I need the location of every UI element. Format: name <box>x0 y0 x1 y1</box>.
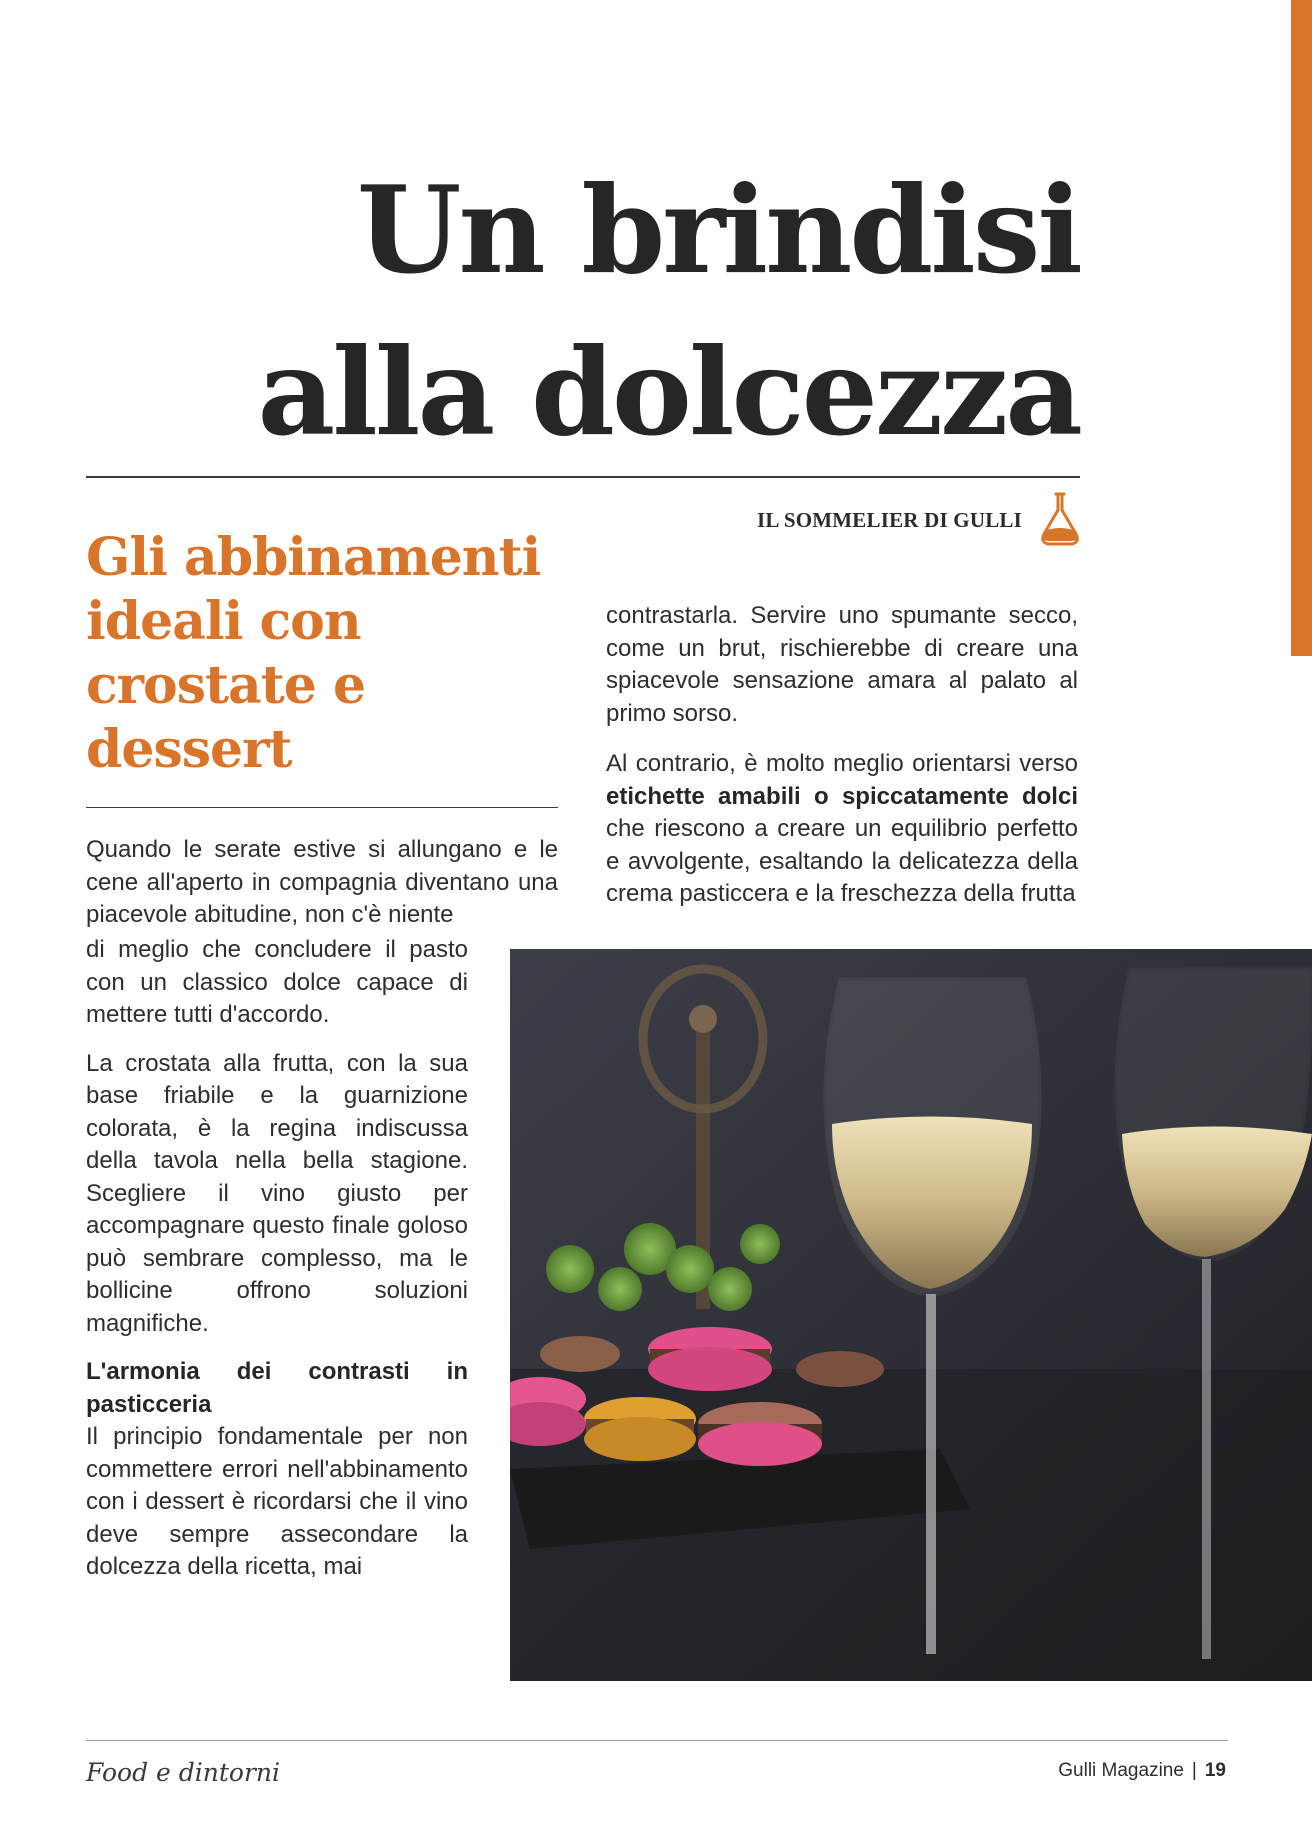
article-title <box>258 150 1080 474</box>
subtitle-divider <box>86 807 558 808</box>
intro-text <box>86 834 558 932</box>
crostata-paragraph: La crostata alla frutta, con la sua base friabile e la guarnizione colorata, è la regina indiscussa della tavola nella bella stagione. Scegliere il vino giusto per accompagnare questo finale goloso può sembrare complesso, ma le bollicine offrono soluzioni magnifiche. <box>86 1049 468 1337</box>
footer-pagination <box>1058 1760 1226 1782</box>
title-line-1: Un brindisi <box>356 160 1080 301</box>
accent-side-bar <box>1291 0 1312 656</box>
wine-decanter-icon <box>1036 490 1084 550</box>
footer-magazine: Gulli Magazine <box>1058 1760 1184 1781</box>
left-column <box>86 936 468 1584</box>
sparkling-wine-macarons-photo <box>510 949 1312 1681</box>
contrast-paragraph: contrastarla. Servire uno spumante secco, come un brut, rischierebbe di creare una spiacevole sensazione amara al palato al primo sorso. <box>606 602 1078 727</box>
title-divider <box>86 476 1080 478</box>
principle-paragraph: Il principio fondamentale per non commettere errori nell'abbinamento con i dessert è ricordarsi che il vino deve sempre assecondare la dolcezza della ricetta, mai <box>86 1423 468 1580</box>
column-kicker: IL SOMMELIER DI GULLI <box>756 508 1022 532</box>
footer-divider <box>86 1740 1228 1741</box>
advice-text-end: che riescono a creare un equilibrio perfetto e avvolgente, esaltando la delicatezza della crema pasticcera e la freschezza della frutta <box>606 815 1078 907</box>
section-heading: L'armonia dei contrasti in pasticceria <box>86 1358 468 1418</box>
right-column <box>606 600 1078 911</box>
article-subtitle: Gli abbinamenti ideali con crostate e dessert <box>86 527 541 780</box>
intro-paragraph: Quando le serate estive si allungano e le cene all'aperto in compagnia diventano una piacevole abitudine, non c'è niente <box>86 836 558 928</box>
title-line-2: alla dolcezza <box>257 322 1080 463</box>
footer-separator: | <box>1191 1760 1197 1781</box>
footer-section: Food e dintorni <box>86 1758 281 1787</box>
advice-text-start: Al contrario, è molto meglio orientarsi verso <box>606 750 1078 777</box>
advice-paragraph <box>606 748 1078 911</box>
intro-paragraph-continued: di meglio che concludere il pasto con un classico dolce capace di mettere tutti d'accordo. <box>86 936 468 1028</box>
page-number: 19 <box>1204 1760 1226 1781</box>
advice-highlight: etichette amabili o spiccatamente dolci <box>606 782 1078 810</box>
